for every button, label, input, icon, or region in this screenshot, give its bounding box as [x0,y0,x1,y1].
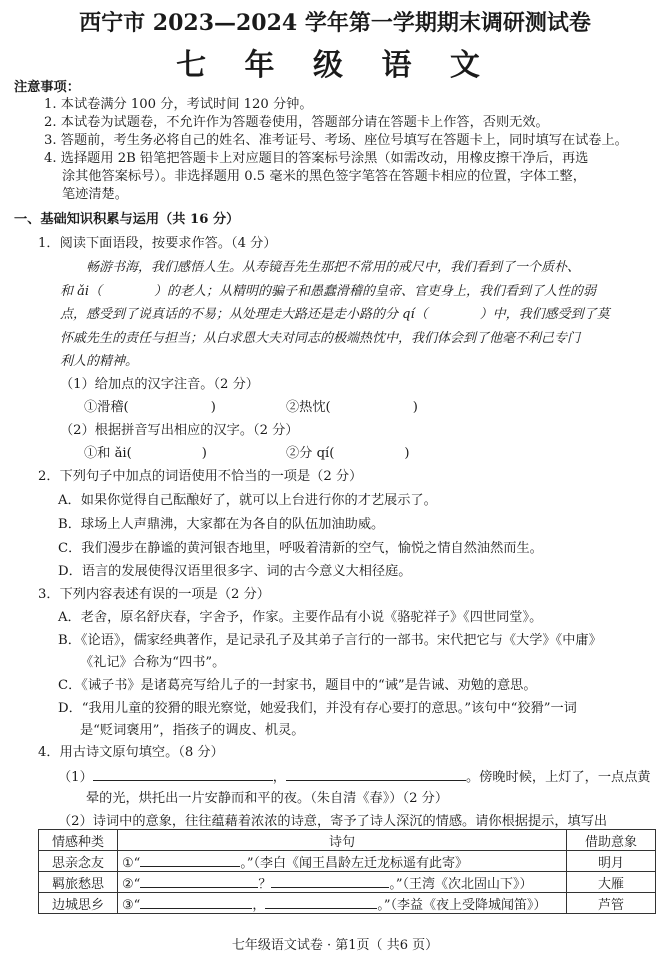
poem-cell [118,851,567,872]
line-prefix: ③“ [122,897,141,913]
emotion-cell: 思亲念友 [39,851,118,872]
question-stem: 2．下列句子中加点的词语使用不恰当的一项是（2 分） [38,469,363,484]
hanzi-blank-1[interactable] [84,444,207,464]
image-cell: 大雁 [567,872,656,893]
option-b[interactable]: B．球场上人声鼎沸，大家都在为各自的队伍加油助威。 [58,517,385,532]
option-d-cont: 是“贬词褒用”，指孩子的调皮、机灵。 [80,723,305,738]
section-heading: 一、基础知识积累与运用（共 16 分） [14,212,240,227]
line-prefix: ①“ [122,855,141,871]
fill-tail: 。傍晚时候，上灯了，一点点黄 [465,770,651,785]
image-cell: 芦管 [567,893,656,914]
notes-item: 涂其他答案标号）。非选择题用 0.5 毫米的黑色签字笔答在答题卡相应的位置，字体工整， [62,169,586,184]
answer-blank[interactable] [286,766,466,781]
option-c[interactable]: C．《诫子书》是诸葛亮写给儿子的一封家书，题目中的“诫”是告诫、劝勉的意思。 [58,678,537,693]
passage-line: 和 ǎi（ ）的老人；从精明的骗子和愚蠢滑稽的皇帝、官吏身上，我们看到了人性的弱 [60,284,597,299]
answer-blank[interactable] [271,873,389,888]
blank-close: ) [404,446,410,461]
line-source: 。”（李益《夜上受降城闻笛》） [377,897,547,913]
table-row [39,893,656,914]
sub-question: （2）诗词中的意象，往往蕴藉着浓浓的诗意，寄予了诗人深沉的情感。请你根据提示，填写出 [58,814,608,829]
blank-label: ①和 ǎi( [84,446,132,461]
page-footer: 七年级语文试卷 · 第1页（ 共6 页） [231,938,439,953]
sub-label: （1） [58,770,93,785]
poem-cell [118,872,567,893]
option-d[interactable]: D．“我用儿童的狡猾的眼光察觉，她爱我们，并没有存心要打的意思。”该句中“狡猾”一词 [58,701,577,716]
table-row [39,851,656,872]
notes-item: 笔迹清楚。 [62,187,128,202]
table-header [39,830,656,851]
poem-cell [118,893,567,914]
line-source: 。”（李白《闻王昌龄左迁龙标遥有此寄》 [240,855,468,871]
subject-title: 七 年 级 语 文 [176,48,494,83]
passage-line: 利人的精神。 [60,354,139,369]
question-stem: 1．阅读下面语段，按要求作答。（4 分） [38,236,277,251]
header-cell: 情感种类 [39,830,118,851]
question-stem: 3．下列内容表述有误的一项是（2 分） [38,587,270,602]
line-source: 。”（王湾《次北固山下》） [389,876,533,892]
option-c[interactable]: C．我们漫步在静谧的黄河银杏地里，呼吸着清新的空气，愉悦之情自然油然而生。 [58,541,543,556]
answer-blank[interactable] [140,894,252,909]
notes-item: 3. 答题前，考生务必将自己的姓名、准考证号、考场、座位号填写在答题卡上，同时填写在试卷上。 [44,133,628,148]
header-cell: 诗句 [118,830,567,851]
blank-close: ) [412,400,418,415]
question-stem: 4．用古诗文原句填空。（8 分） [38,745,224,760]
separator: ， [272,770,286,785]
blank-close: ) [201,446,207,461]
blank-label: ②热忱( [286,400,331,415]
answer-blank[interactable] [140,873,258,888]
option-a[interactable]: A．如果你觉得自己酝酿好了，就可以上台进行你的才艺展示了。 [58,493,437,508]
blank-label: ②分 qí( [286,446,335,461]
line-prefix: ②“ [122,876,141,892]
sub-question: （2）根据拼音写出相应的汉字。（2 分） [60,423,299,438]
pinyin-blank-2[interactable] [286,398,418,418]
notes-item: 2. 本试卷为试题卷，不允许作为答题卷使用，答题部分请在答题卡上作答，否则无效。 [44,115,549,130]
fill-line-1-cont: 晕的光，烘托出一片安静而和平的夜。（朱自清《春》）（2 分） [86,791,449,806]
option-a[interactable]: A．老舍，原名舒庆春，字舍予，作家。主要作品有小说《骆驼祥子》《四世同堂》。 [58,610,543,625]
passage-line: 点，感受到了说真话的不易；从处理走大路还是走小路的分 qí（ ）中，我们感受到了莫 [60,307,610,322]
separator: ？ [258,876,272,892]
header-cell: 借助意象 [567,830,656,851]
poem-table [38,829,656,914]
blank-close: ) [210,400,216,415]
option-b-cont: 《礼记》合称为“四书”。 [80,655,226,670]
image-cell: 明月 [567,851,656,872]
answer-blank[interactable] [93,766,273,781]
hanzi-blank-2[interactable] [286,444,410,464]
blank-label: ①滑稽( [84,400,129,415]
passage-line: 畅游书海，我们感悟人生。从寿镜吾先生那把不常用的戒尺中，我们看到了一个质朴、 [86,260,581,275]
option-d[interactable]: D．语言的发展使得汉语里很多字、词的古今意义大相径庭。 [58,564,412,579]
fill-line-1[interactable] [58,766,651,788]
emotion-cell: 边城思乡 [39,893,118,914]
answer-blank[interactable] [265,894,377,909]
passage-line: 怀戚先生的责任与担当；从白求恩大夫对同志的极端热忱中，我们体会到了他毫不利己专门 [60,331,581,346]
emotion-cell: 羁旅愁思 [39,872,118,893]
pinyin-blank-1[interactable] [84,398,216,418]
notes-item: 4. 选择题用 2B 铅笔把答题卡上对应题目的答案标号涂黑（如需改动，用橡皮擦干净后，再选 [44,151,589,166]
sub-question: （1）给加点的汉字注音。（2 分） [60,377,259,392]
option-b[interactable]: B．《论语》，儒家经典著作，是记录孔子及其弟子言行的一部书。宋代把它与《大学》《中庸》 [58,633,602,648]
separator: ， [252,897,266,913]
exam-title: 西宁市 2023—2024 学年第一学期期末调研测试卷 [79,10,591,36]
table-row [39,872,656,893]
answer-blank[interactable] [140,852,240,867]
notes-item: 1. 本试卷满分 100 分，考试时间 120 分钟。 [44,97,313,112]
notes-heading: 注意事项： [14,80,80,95]
